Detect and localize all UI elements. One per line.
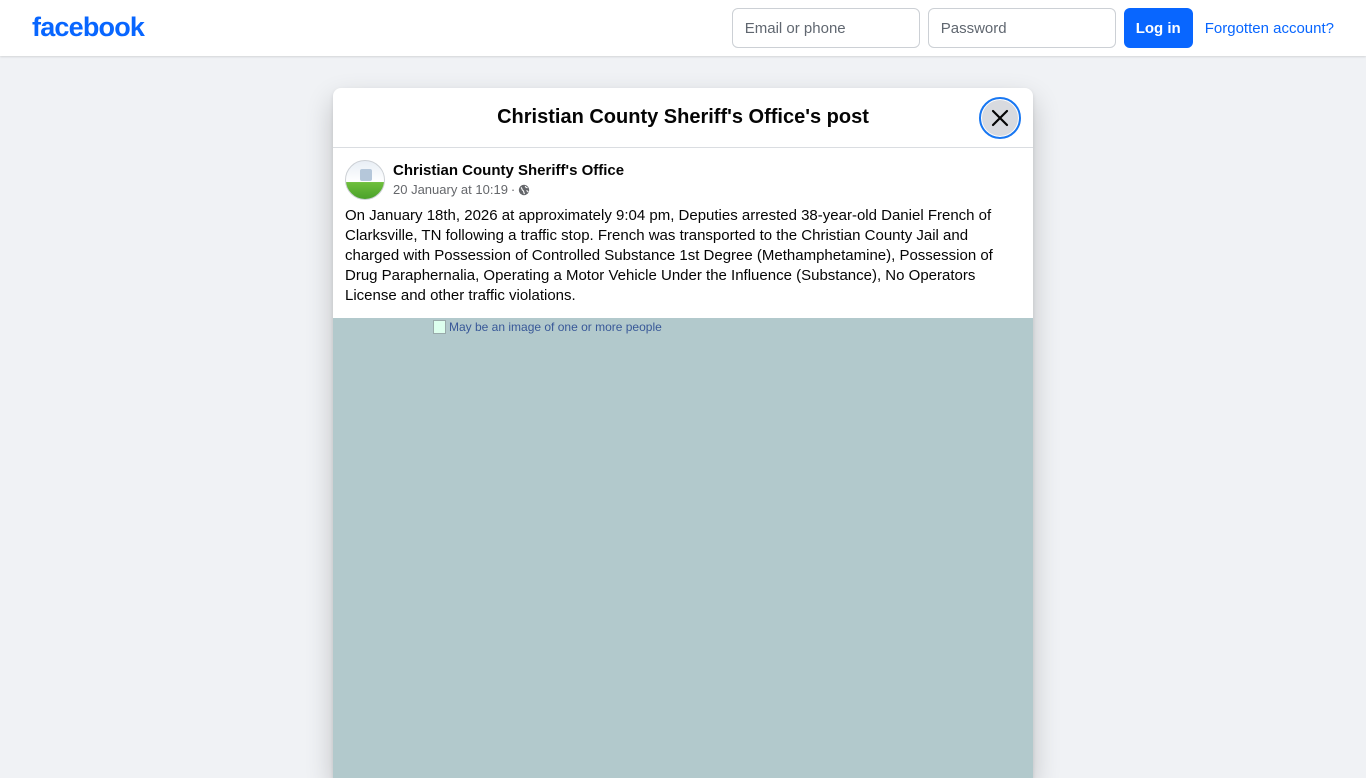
- globe-icon: [518, 184, 530, 196]
- email-input[interactable]: [732, 8, 920, 48]
- post-timestamp[interactable]: 20 January at 10:19: [393, 182, 508, 197]
- dialog-header: [333, 88, 1033, 148]
- close-button[interactable]: [979, 97, 1021, 139]
- post-text: On January 18th, 2026 at approximately 9:04 pm, Deputies arrested 38-year-old Daniel French of Clarksville, TN following a traffic stop. French was transported to the Christian County Jail and charged with Possession of Controlled Substance 1st Degree (Methamphetamine), Possession of Drug Paraphernalia, Operating a Motor Vehicle Under the Influence (Substance), No Operators License and other traffic violations.: [345, 207, 993, 304]
- dialog-title: Christian County Sheriff's Office's post: [497, 106, 869, 128]
- password-input[interactable]: [928, 8, 1116, 48]
- close-icon: [991, 109, 1009, 127]
- post-image[interactable]: [333, 318, 1033, 778]
- forgot-account-link[interactable]: Forgotten account?: [1204, 19, 1334, 37]
- image-alt-label: May be an image of one or more people: [449, 320, 662, 334]
- facebook-logo[interactable]: facebook: [32, 12, 145, 42]
- meta-separator: ·: [510, 182, 516, 197]
- broken-image-icon: [433, 320, 446, 334]
- top-navigation-bar: [0, 0, 1366, 56]
- post-time-row: [393, 181, 624, 199]
- post-meta: [393, 161, 624, 199]
- post-header: [345, 160, 624, 200]
- post-dialog: [333, 88, 1033, 778]
- login-button[interactable]: Log in: [1124, 8, 1193, 48]
- page-avatar[interactable]: [345, 160, 385, 200]
- login-form: [732, 8, 1334, 48]
- page-name-link[interactable]: Christian County Sheriff's Office: [393, 162, 625, 179]
- image-alt-text: [433, 320, 662, 334]
